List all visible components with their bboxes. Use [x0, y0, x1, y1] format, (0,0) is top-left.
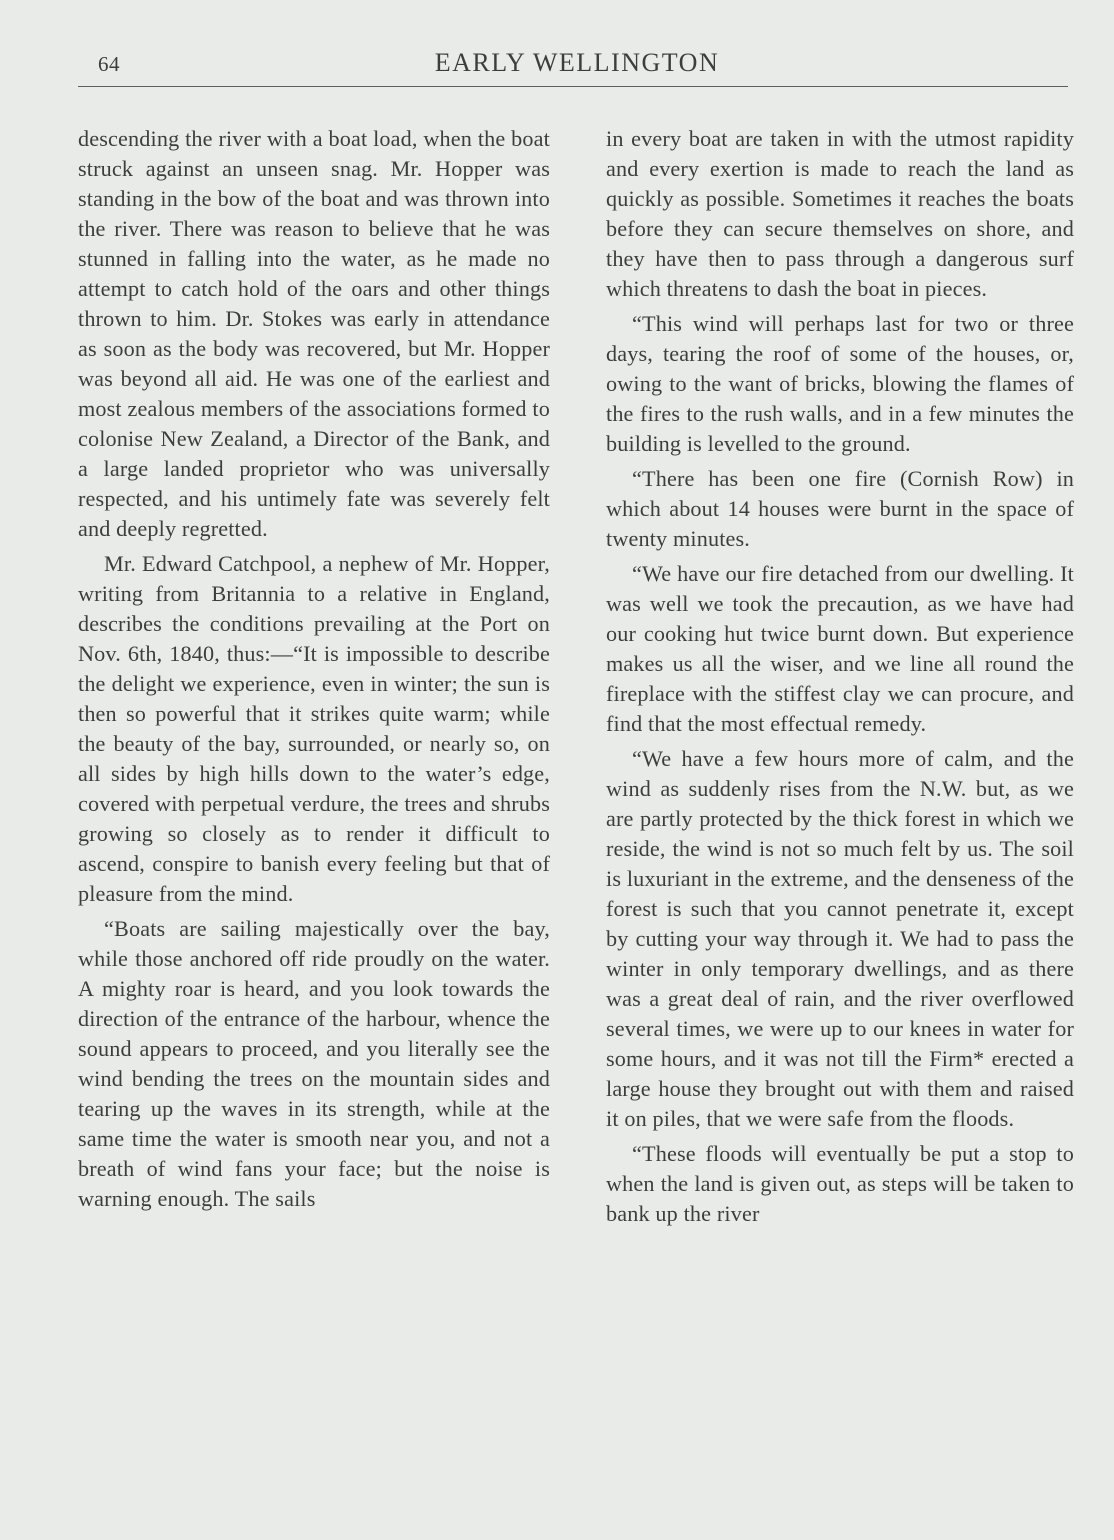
paragraph: “Boats are sailing majestically over the bay, while those anchored off ride proudly on the water. A mighty roar is heard, and you look towards the direction of the entrance of the harbour, whence the sound appears to proceed, and you literally see the wind bending the trees on the mountain sides and tearing up the waves in its strength, while at the same time the water is smooth near you, and not a breath of wind fans your face; but the noise is warning enough. The sails [78, 916, 550, 1211]
paragraph: Mr. Edward Catchpool, a nephew of Mr. Hopper, writing from Britannia to a relative in England, describes the conditions prevailing at the Port on Nov. 6th, 1840, thus:—“It is impossible to describe the delight we experience, even in winter; the sun is then so powerful that it strikes quite warm; while the beauty of the bay, surrounded, or nearly so, on all sides by high hills down to the water’s edge, covered with perpetual verdure, the trees and shrubs growing so closely as to render it difficult to ascend, conspire to banish every feeling but that of pleasure from the mind. [78, 551, 550, 906]
paragraph: “This wind will perhaps last for two or three days, tearing the roof of some of the houses, or, owing to the want of bricks, blowing the flames of the fires to the rush walls, and in a few minutes the building is levelled to the ground. [606, 311, 1074, 456]
paragraph: in every boat are taken in with the utmost rapidity and every exertion is made to reach the land as quickly as possible. Sometimes it reaches the boats before they can secure themselves on shore, and they have then to pass through a dangerous surf which threatens to dash the boat in pieces. [606, 126, 1074, 301]
paragraph: “There has been one fire (Cornish Row) in which about 14 houses were burnt in the space of twenty minutes. [606, 466, 1074, 551]
running-title: EARLY WELLINGTON [434, 48, 720, 77]
paragraph: “We have our fire detached from our dwelling. It was well we took the precaution, as we have had our cooking hut twice burnt down. But experience makes us all the wiser, and we line all round the fireplace with the stiffest clay we can procure, and find that the most effectual remedy. [606, 561, 1074, 736]
paragraph: “We have a few hours more of calm, and the wind as suddenly rises from the N.W. but, as we are partly protected by the thick forest in which we reside, the wind is not so much felt by us. The soil is luxuriant in the extreme, and the denseness of the forest is such that you cannot penetrate it, except by cutting your way through it. We had to pass the winter in only temporary dwellings, and as there was a great deal of rain, and the river overflowed several times, we were up to our knees in water for some hours, and it was not till the Firm* erected a large house they brought out with them and raised it on piles, that we were safe from the floods. [606, 746, 1074, 1131]
paragraph: “These floods will eventually be put a stop to when the land is given out, as steps will be taken to bank up the river [606, 1141, 1074, 1226]
left-column [78, 124, 550, 1219]
header-rule [78, 86, 1068, 87]
right-column [606, 124, 1074, 1234]
paragraph: descending the river with a boat load, when the boat struck against an unseen snag. Mr. Hopper was standing in the bow of the boat and was thrown into the river. There was reason to believe that he was stunned in falling into the water, as he made no attempt to catch hold of the oars and other things thrown to him. Dr. Stokes was early in attendance as soon as the body was recovered, but Mr. Hopper was beyond all aid. He was one of the earliest and most zealous members of the associations formed to colonise New Zealand, a Director of the Bank, and a large landed proprietor who was universally respected, and his untimely fate was severely felt and deeply regretted. [78, 126, 550, 541]
page-number: 64 [98, 52, 120, 76]
